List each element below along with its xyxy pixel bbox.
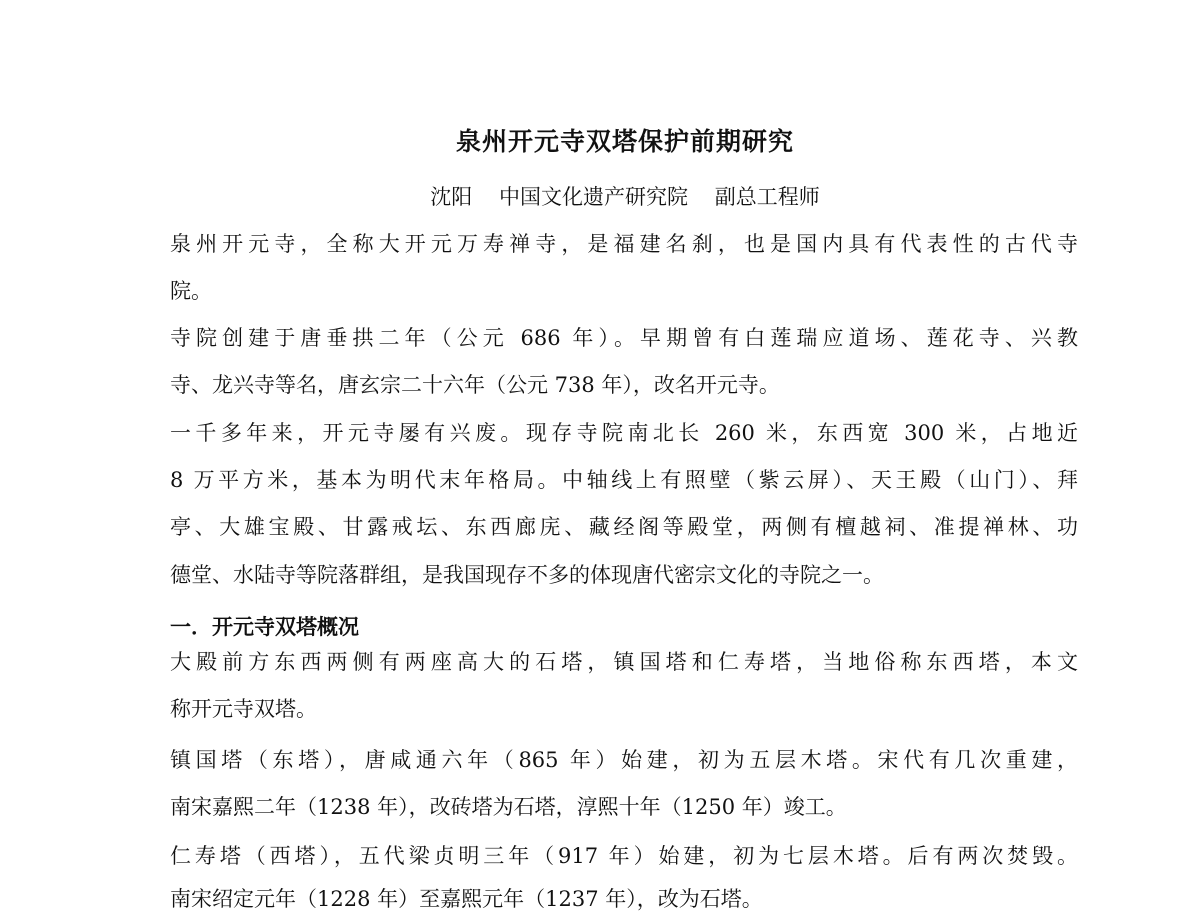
paragraph-5-line-1: 镇国塔（东塔），唐咸通六年（865 年）始建，初为五层木塔。宋代有几次重建，: [170, 748, 1078, 772]
paragraph-1-line-2: 院。: [170, 279, 212, 303]
paragraph-6-line-2: 南宋绍定元年（1228 年）至嘉熙元年（1237 年），改为石塔。: [170, 887, 763, 911]
paragraph-3-line-4: 德堂、水陆寺等院落群组，是我国现存不多的体现唐代密宗文化的寺院之一。: [170, 563, 884, 587]
paragraph-2-line-2: 寺、龙兴寺等名，唐玄宗二十六年（公元 738 年），改名开元寺。: [170, 373, 780, 397]
paragraph-3-line-2: 8 万平方米，基本为明代末年格局。中轴线上有照壁（紫云屏）、天王殿（山门）、拜: [170, 468, 1078, 492]
section-heading: 一．开元寺双塔概况: [170, 614, 359, 639]
paragraph-3-line-3: 亭、大雄宝殿、甘露戒坛、东西廊庑、藏经阁等殿堂，两侧有檀越祠、准提禅林、功: [170, 515, 1078, 539]
author-line: 沈阳 中国文化遗产研究院 副总工程师: [430, 185, 820, 209]
paragraph-6-line-1: 仁寿塔（西塔），五代梁贞明三年（917 年）始建，初为七层木塔。后有两次焚毁。: [170, 844, 1078, 868]
paragraph-4-line-2: 称开元寺双塔。: [170, 697, 317, 721]
paragraph-4-line-1: 大殿前方东西两侧有两座高大的石塔，镇国塔和仁寿塔，当地俗称东西塔，本文: [170, 650, 1078, 674]
paragraph-3-line-1: 一千多年来，开元寺屡有兴废。现存寺院南北长 260 米，东西宽 300 米，占地近: [170, 421, 1078, 445]
paragraph-5-line-2: 南宋嘉熙二年（1238 年），改砖塔为石塔，淳熙十年（1250 年）竣工。: [170, 795, 847, 819]
paragraph-1-line-1: 泉州开元寺，全称大开元万寿禅寺，是福建名刹，也是国内具有代表性的古代寺: [170, 232, 1078, 256]
document-title: 泉州开元寺双塔保护前期研究: [455, 127, 794, 156]
paragraph-2-line-1: 寺院创建于唐垂拱二年（公元 686 年）。早期曾有白莲瑞应道场、莲花寺、兴教: [170, 326, 1078, 350]
